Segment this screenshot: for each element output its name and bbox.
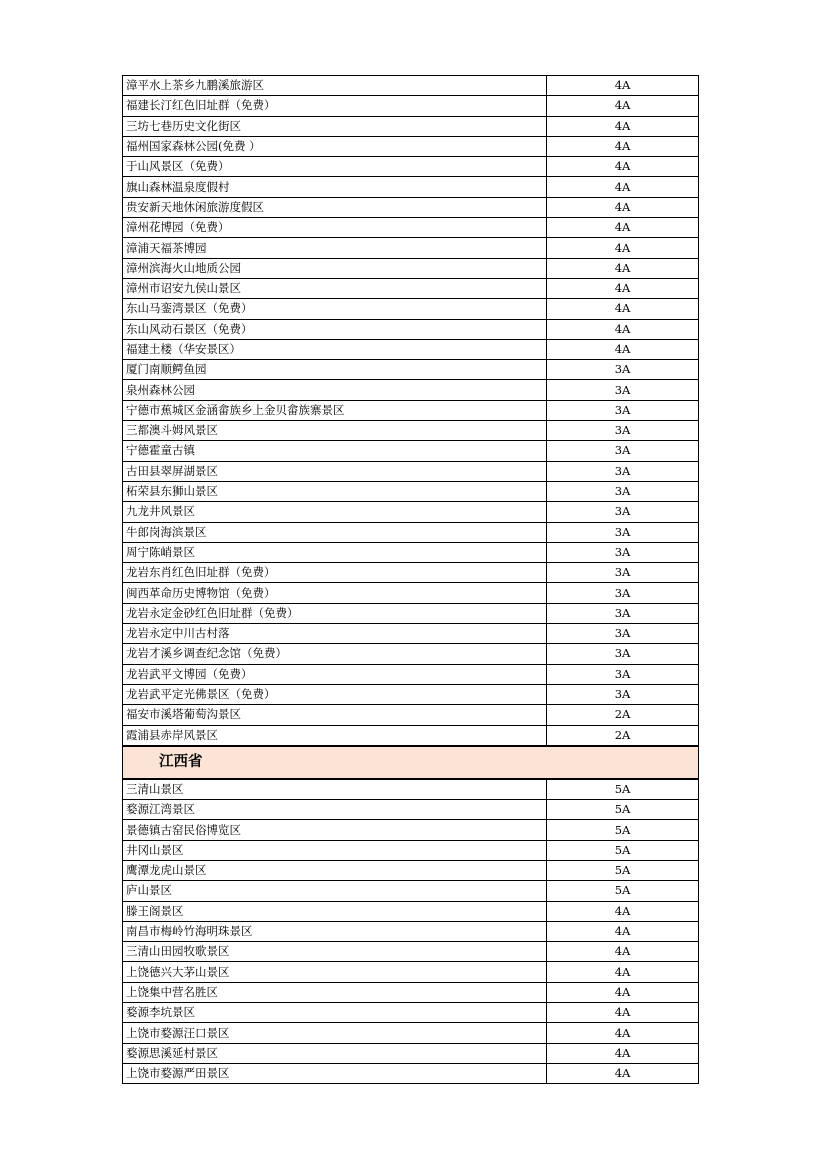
scenic-area-grade: 4A (547, 1003, 699, 1023)
table-row (123, 116, 699, 136)
scenic-area-grade: 3A (547, 502, 699, 522)
scenic-area-grade: 5A (547, 860, 699, 880)
scenic-area-name: 柘荣县东狮山景区 (123, 481, 547, 501)
scenic-area-grade: 4A (547, 962, 699, 982)
table-row (123, 522, 699, 542)
table-row (123, 400, 699, 420)
table-row (123, 644, 699, 664)
table-row (123, 1023, 699, 1043)
table-row (123, 603, 699, 623)
scenic-area-name: 漳州花博园（免费） (123, 218, 547, 238)
table-row (123, 136, 699, 156)
scenic-area-grade: 2A (547, 705, 699, 725)
scenic-area-name: 龙岩东肖红色旧址群（免费） (123, 563, 547, 583)
table-row (123, 901, 699, 921)
scenic-area-name: 鹰潭龙虎山景区 (123, 860, 547, 880)
scenic-area-grade: 3A (547, 624, 699, 644)
scenic-area-grade: 4A (547, 96, 699, 116)
scenic-area-grade: 3A (547, 360, 699, 380)
table-row (123, 299, 699, 319)
scenic-area-grade: 3A (547, 664, 699, 684)
scenic-area-name: 牛郎岗海滨景区 (123, 522, 547, 542)
scenic-area-name: 旗山森林温泉度假村 (123, 177, 547, 197)
table-row (123, 177, 699, 197)
table-row (123, 339, 699, 359)
scenic-area-grade: 4A (547, 177, 699, 197)
table-row (123, 881, 699, 901)
table-row (123, 820, 699, 840)
table-row (123, 197, 699, 217)
scenic-area-name: 闽西革命历史博物馆（免费） (123, 583, 547, 603)
scenic-area-grade: 3A (547, 684, 699, 704)
scenic-area-name: 上饶集中营名胜区 (123, 982, 547, 1002)
table-row (123, 461, 699, 481)
scenic-area-grade: 4A (547, 157, 699, 177)
scenic-area-grade: 5A (547, 779, 699, 800)
scenic-area-name: 龙岩才溪乡调查纪念馆（免费） (123, 644, 547, 664)
scenic-area-name: 龙岩武平文博园（免费） (123, 664, 547, 684)
scenic-area-grade: 4A (547, 258, 699, 278)
scenic-area-grade: 3A (547, 400, 699, 420)
scenic-area-name: 宁德市蕉城区金涵畲族乡上金贝畲族寨景区 (123, 400, 547, 420)
scenic-area-grade: 4A (547, 1043, 699, 1063)
section-title: 江西省 (123, 746, 699, 779)
scenic-area-name: 福建土楼（华安景区） (123, 339, 547, 359)
table-row (123, 238, 699, 258)
scenic-area-grade: 4A (547, 299, 699, 319)
table-row (123, 800, 699, 820)
table-row (123, 258, 699, 278)
scenic-area-name: 漳州滨海火山地质公园 (123, 258, 547, 278)
table-row (123, 380, 699, 400)
scenic-area-name: 龙岩永定金砂红色旧址群（免费） (123, 603, 547, 623)
scenic-area-grade: 3A (547, 644, 699, 664)
scenic-area-grade: 2A (547, 725, 699, 746)
scenic-area-name: 上饶市婺源汪口景区 (123, 1023, 547, 1043)
jiangxi-rows (123, 779, 699, 1084)
scenic-area-name: 宁德霍童古镇 (123, 441, 547, 461)
scenic-area-name: 泉州森林公园 (123, 380, 547, 400)
table-row (123, 360, 699, 380)
scenic-area-name: 龙岩武平定光佛景区（免费） (123, 684, 547, 704)
scenic-area-name: 婺源李坑景区 (123, 1003, 547, 1023)
scenic-area-name: 厦门南顺鳄鱼园 (123, 360, 547, 380)
scenic-area-name: 福安市溪塔葡萄沟景区 (123, 705, 547, 725)
fujian-rows (123, 76, 699, 746)
table-row (123, 705, 699, 725)
section-header-row (123, 746, 699, 779)
table-row (123, 624, 699, 644)
scenic-area-grade: 4A (547, 116, 699, 136)
table-row (123, 218, 699, 238)
table-row (123, 664, 699, 684)
scenic-area-grade: 4A (547, 982, 699, 1002)
scenic-area-table (122, 75, 699, 1084)
table-row (123, 583, 699, 603)
scenic-area-name: 景德镇古窑民俗博览区 (123, 820, 547, 840)
scenic-area-grade: 4A (547, 942, 699, 962)
table-row (123, 76, 699, 96)
scenic-area-name: 古田县翠屏湖景区 (123, 461, 547, 481)
scenic-area-name: 霞浦县赤岸风景区 (123, 725, 547, 746)
scenic-area-grade: 4A (547, 218, 699, 238)
scenic-area-name: 三清山景区 (123, 779, 547, 800)
table-row (123, 441, 699, 461)
jiangxi-section (123, 746, 699, 779)
table-row (123, 502, 699, 522)
table-row (123, 1003, 699, 1023)
scenic-area-name: 于山风景区（免费） (123, 157, 547, 177)
table-row (123, 840, 699, 860)
scenic-area-grade: 4A (547, 901, 699, 921)
scenic-area-name: 三都澳斗姆风景区 (123, 421, 547, 441)
table-row (123, 962, 699, 982)
scenic-area-grade: 3A (547, 603, 699, 623)
scenic-area-name: 南昌市梅岭竹海明珠景区 (123, 921, 547, 941)
scenic-area-name: 东山风动石景区（免费） (123, 319, 547, 339)
table-row (123, 421, 699, 441)
table-row (123, 1043, 699, 1063)
table-row (123, 319, 699, 339)
scenic-area-grade: 5A (547, 820, 699, 840)
scenic-area-name: 滕王阁景区 (123, 901, 547, 921)
scenic-area-grade: 4A (547, 76, 699, 96)
scenic-area-grade: 3A (547, 583, 699, 603)
scenic-area-grade: 3A (547, 481, 699, 501)
scenic-area-grade: 3A (547, 522, 699, 542)
scenic-area-name: 婺源江湾景区 (123, 800, 547, 820)
scenic-area-name: 上饶德兴大茅山景区 (123, 962, 547, 982)
scenic-area-name: 三坊七巷历史文化街区 (123, 116, 547, 136)
table-row (123, 278, 699, 298)
table-row (123, 982, 699, 1002)
table-row (123, 921, 699, 941)
scenic-area-name: 龙岩永定中川古村落 (123, 624, 547, 644)
scenic-area-grade: 4A (547, 319, 699, 339)
scenic-area-grade: 4A (547, 339, 699, 359)
table-row (123, 481, 699, 501)
scenic-area-name: 三清山田园牧歌景区 (123, 942, 547, 962)
scenic-area-name: 庐山景区 (123, 881, 547, 901)
scenic-area-name: 周宁陈峭景区 (123, 542, 547, 562)
scenic-area-name: 漳州市诏安九侯山景区 (123, 278, 547, 298)
scenic-area-name: 漳浦天福茶博园 (123, 238, 547, 258)
scenic-area-grade: 5A (547, 840, 699, 860)
scenic-area-name: 东山马銮湾景区（免费） (123, 299, 547, 319)
scenic-area-name: 福州国家森林公园(免费 ） (123, 136, 547, 156)
scenic-area-grade: 4A (547, 136, 699, 156)
table-row (123, 725, 699, 746)
table-row (123, 157, 699, 177)
table-row (123, 1063, 699, 1083)
scenic-area-name: 漳平水上茶乡九鹏溪旅游区 (123, 76, 547, 96)
scenic-area-name: 福建长汀红色旧址群（免费） (123, 96, 547, 116)
scenic-area-name: 婺源思溪延村景区 (123, 1043, 547, 1063)
scenic-area-grade: 3A (547, 421, 699, 441)
table-row (123, 779, 699, 800)
scenic-area-name: 上饶市婺源严田景区 (123, 1063, 547, 1083)
scenic-area-name: 贵安新天地休闲旅游度假区 (123, 197, 547, 217)
scenic-area-grade: 4A (547, 238, 699, 258)
scenic-area-grade: 4A (547, 197, 699, 217)
scenic-area-grade: 3A (547, 461, 699, 481)
table-row (123, 563, 699, 583)
scenic-area-grade: 4A (547, 921, 699, 941)
table-row (123, 96, 699, 116)
scenic-area-grade: 3A (547, 563, 699, 583)
scenic-area-grade: 3A (547, 542, 699, 562)
scenic-area-grade: 4A (547, 1023, 699, 1043)
table-row (123, 542, 699, 562)
scenic-area-name: 井冈山景区 (123, 840, 547, 860)
table-row (123, 942, 699, 962)
scenic-area-name: 九龙井风景区 (123, 502, 547, 522)
scenic-area-grade: 5A (547, 881, 699, 901)
table-row (123, 860, 699, 880)
scenic-area-grade: 5A (547, 800, 699, 820)
scenic-area-grade: 4A (547, 1063, 699, 1083)
scenic-area-grade: 4A (547, 278, 699, 298)
scenic-area-grade: 3A (547, 441, 699, 461)
scenic-area-grade: 3A (547, 380, 699, 400)
table-row (123, 684, 699, 704)
